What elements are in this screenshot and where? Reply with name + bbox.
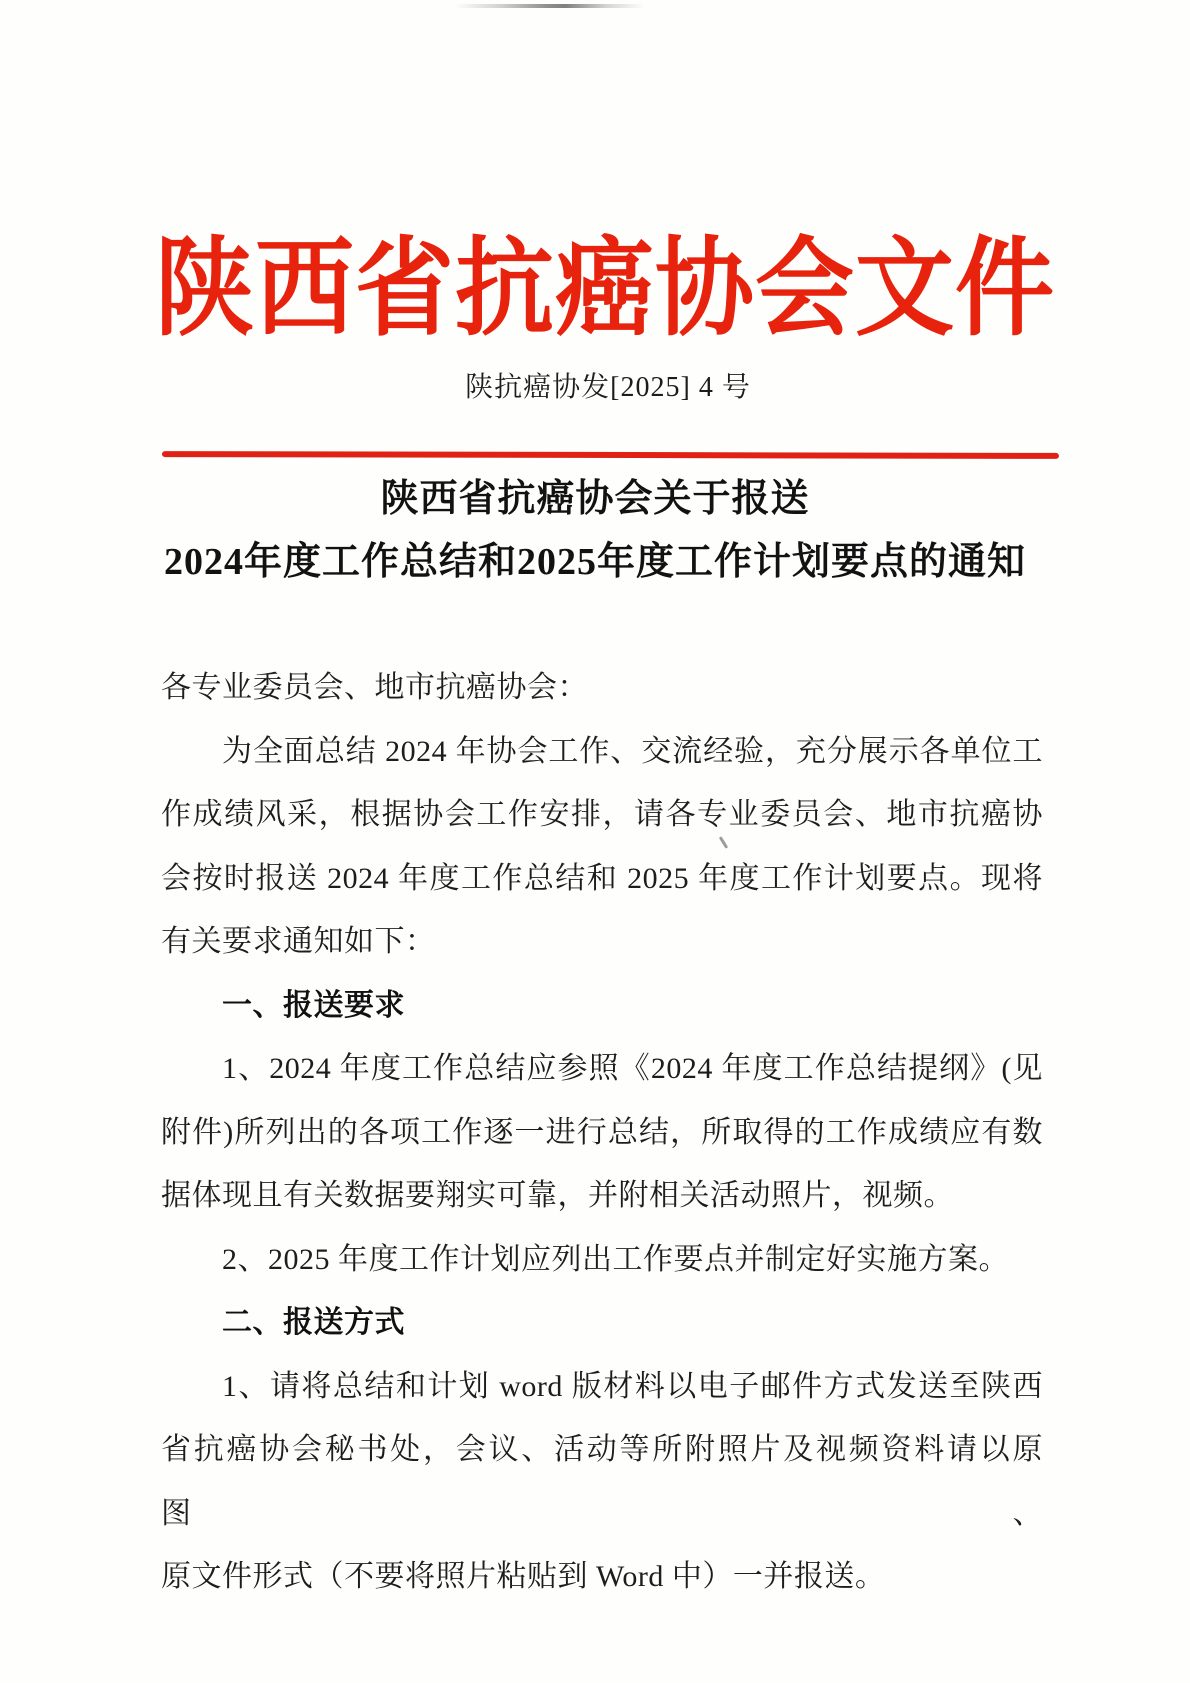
scan-artifact-smudge bbox=[455, 4, 645, 8]
section-heading-1: 一、报送要求 bbox=[222, 988, 405, 1022]
section-heading-2: 二、报送方式 bbox=[222, 1306, 405, 1339]
body-line: 为全面总结 2024 年协会工作、交流经验，充分展示各单位工 bbox=[222, 734, 1043, 768]
red-header-org-title: 陕西省抗癌协会文件 bbox=[155, 231, 1055, 349]
body-line: 原文件形式（不要将照片粘贴到 Word 中）一并报送。 bbox=[161, 1560, 886, 1593]
document-title bbox=[70, 468, 1120, 594]
document-number: 陕抗癌协发[2025] 4 号 bbox=[465, 372, 751, 403]
body-line-salutation: 各专业委员会、地市抗癌协会： bbox=[161, 671, 588, 704]
body-line: 2、2025 年度工作计划应列出工作要点并制定好实施方案。 bbox=[222, 1242, 1009, 1276]
body-line: 省抗癌协会秘书处，会议、活动等所附照片及视频资料请以原图、 bbox=[161, 1433, 1043, 1530]
body-line: 据体现且有关数据要翔实可靠，并附相关活动照片，视频。 bbox=[161, 1179, 954, 1212]
body-line: 1、2024 年度工作总结应参照《2024 年度工作总结提纲》(见 bbox=[222, 1052, 1043, 1085]
body-line: 会按时报送 2024 年度工作总结和 2025 年度工作计划要点。现将 bbox=[161, 861, 1043, 895]
document-title-line2: 2024年度工作总结和2025年度工作计划要点的通知 bbox=[163, 541, 1026, 583]
red-divider-line bbox=[162, 451, 1059, 459]
body-line: 有关要求通知如下： bbox=[161, 925, 436, 958]
body-line: 作成绩风采，根据协会工作安排，请各专业委员会、地市抗癌协 bbox=[161, 798, 1043, 831]
body-line: 附件)所列出的各项工作逐一进行总结，所取得的工作成绩应有数 bbox=[161, 1115, 1043, 1149]
document-title-line1: 陕西省抗癌协会关于报送 bbox=[380, 478, 810, 520]
body-line: 1、请将总结和计划 word 版材料以电子邮件方式发送至陕西 bbox=[222, 1369, 1043, 1403]
document-body bbox=[161, 656, 1043, 1609]
